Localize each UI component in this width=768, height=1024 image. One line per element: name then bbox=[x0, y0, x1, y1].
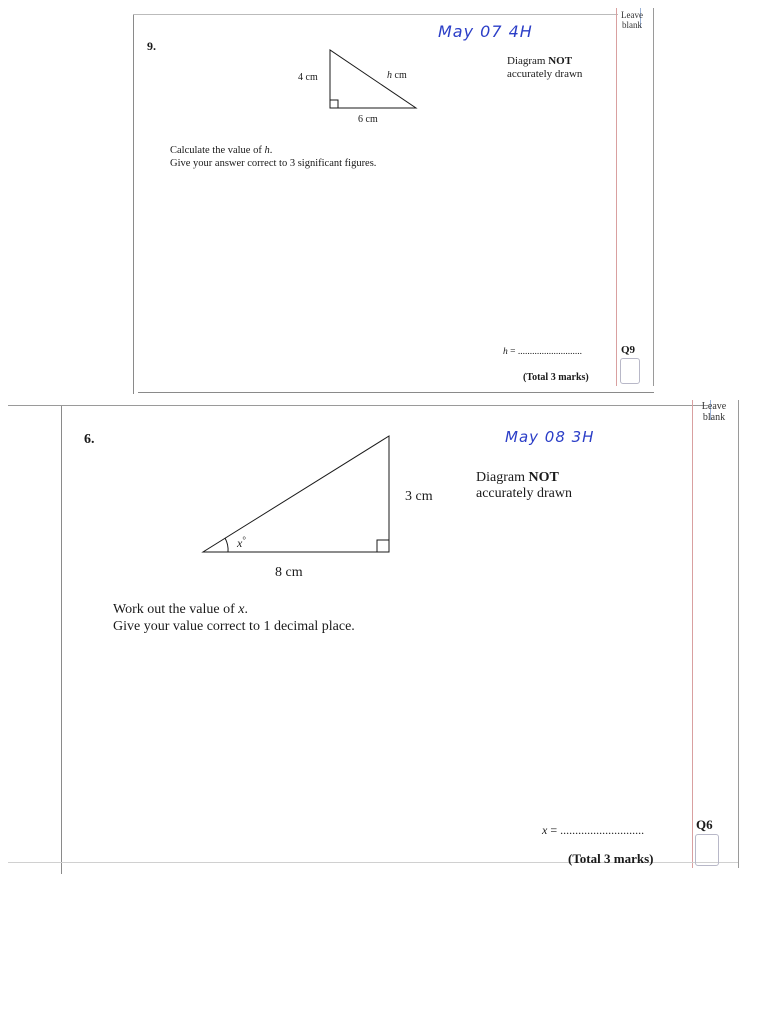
instruction-line-2: Give your value correct to 1 decimal place. bbox=[113, 619, 355, 634]
q9-bottom-border bbox=[138, 392, 654, 393]
question-number: 9. bbox=[147, 39, 156, 53]
instruction-line-1: Calculate the value of h. bbox=[170, 145, 273, 156]
q6-right-border bbox=[738, 400, 739, 868]
q6-left-border bbox=[61, 406, 62, 874]
question-number: 6. bbox=[84, 432, 95, 447]
accurately-drawn-text: accurately drawn bbox=[476, 486, 572, 501]
diagram-word: Diagram bbox=[507, 55, 549, 67]
instruction-line-1: Work out the value of x. bbox=[113, 602, 248, 617]
side-bottom-label: 8 cm bbox=[275, 565, 303, 580]
q6-instructions bbox=[113, 601, 355, 635]
diagram-disclaimer bbox=[476, 470, 572, 502]
side-left-label: 4 cm bbox=[298, 72, 318, 83]
hyp-variable: h bbox=[387, 70, 392, 81]
q9-triangle-diagram bbox=[290, 44, 430, 132]
instruction-line-2: Give your answer correct to 3 significant figures. bbox=[170, 158, 377, 169]
handwritten-reference: May 07 4H bbox=[438, 22, 533, 41]
q6-margin-line bbox=[692, 400, 693, 868]
side-right-label: 3 cm bbox=[405, 489, 433, 504]
right-angle-marker bbox=[377, 540, 389, 552]
diagram-disclaimer bbox=[507, 55, 582, 81]
triangle-shape bbox=[203, 436, 389, 552]
q6-triangle-diagram bbox=[195, 428, 450, 583]
question-label: Q9 bbox=[621, 344, 636, 356]
mark-box[interactable] bbox=[620, 358, 640, 384]
angle-arc bbox=[225, 538, 228, 552]
side-hypotenuse-label bbox=[387, 70, 407, 81]
answer-field[interactable]: x = ............................ bbox=[542, 823, 645, 837]
q9-left-border bbox=[133, 14, 134, 394]
mark-box[interactable] bbox=[695, 834, 719, 866]
angle-label: x° bbox=[237, 535, 246, 550]
right-angle-marker bbox=[330, 100, 338, 108]
answer-field[interactable]: h = ........................... bbox=[503, 347, 582, 357]
hyp-unit: cm bbox=[392, 70, 407, 81]
q6-leave-blank-label bbox=[697, 401, 731, 423]
not-word: NOT bbox=[528, 470, 559, 485]
blank-word: blank bbox=[702, 412, 726, 423]
leave-word: Leave bbox=[701, 401, 727, 412]
q9-leave-blank-label bbox=[617, 10, 647, 30]
total-marks: (Total 3 marks) bbox=[523, 372, 589, 383]
diagram-word: Diagram bbox=[476, 470, 529, 485]
blank-word: blank bbox=[622, 20, 642, 30]
leave-word: Leave bbox=[621, 10, 643, 20]
handwritten-reference: May 08 3H bbox=[505, 428, 595, 446]
q9-right-border bbox=[653, 8, 654, 386]
not-word: NOT bbox=[548, 55, 573, 67]
q9-margin-line bbox=[616, 8, 617, 386]
question-label: Q6 bbox=[696, 817, 713, 832]
accurately-drawn-text: accurately drawn bbox=[507, 68, 583, 80]
total-marks: (Total 3 marks) bbox=[568, 851, 654, 866]
q9-top-border bbox=[133, 14, 618, 15]
q9-instructions bbox=[170, 144, 376, 170]
side-bottom-label: 6 cm bbox=[358, 114, 378, 125]
q6-top-border bbox=[8, 405, 708, 406]
